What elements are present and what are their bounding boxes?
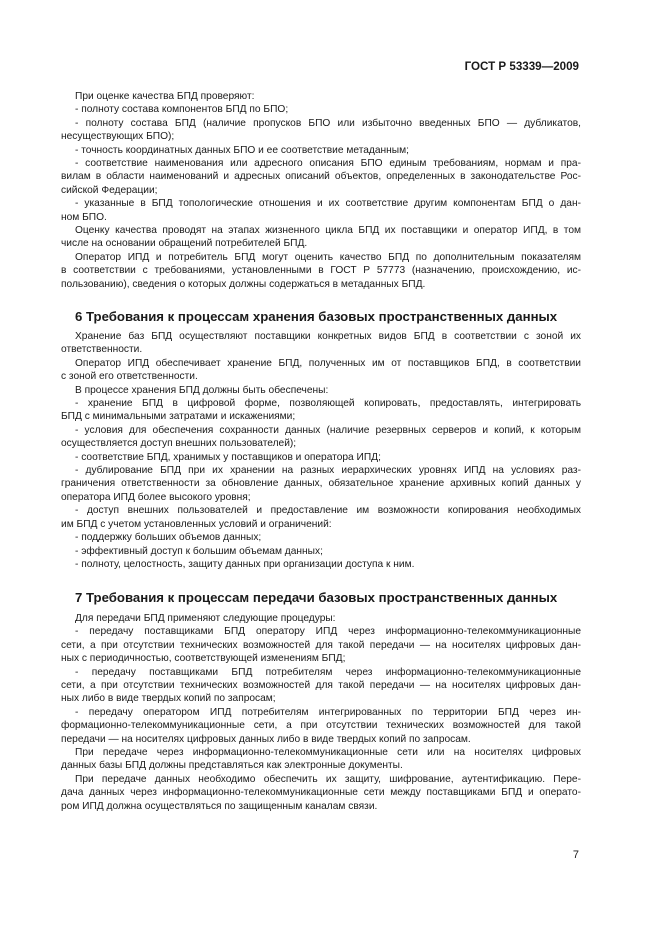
text-line: с зоной его ответственности. — [61, 371, 198, 383]
text-line: оператора ИПД более высокого уровня; — [61, 491, 251, 503]
text-line: ром ИПД должна осуществляться по защищенным каналам связи. — [61, 800, 378, 812]
text-line: При оценке качества БПД проверяют: — [75, 91, 255, 102]
text-line: дача данных через информационно-телекоммуникационные сети между поставщиками БПД и операто- — [61, 787, 581, 799]
text-line: - дублирование БПД при их хранении на разных иерархических уровнях ИПД на условиях раз- — [75, 465, 581, 477]
text-line: - поддержку больших объемов данных; — [75, 532, 262, 544]
text-line: данных базы БПД должны представляться как электронные документы. — [61, 760, 403, 772]
text-line: Оператор ИПД обеспечивает хранение БПД, полученных им от поставщиков БПД, в соответствии — [75, 357, 581, 369]
page-number: 7 — [572, 849, 579, 861]
text-line: - хранение БПД в цифровой форме, позволяющей копировать, предоставлять, интегрировать — [75, 398, 581, 410]
text-line: При передаче данных необходимо обеспечить их защиту, шифрование, аутентификацию. Пере- — [75, 773, 581, 785]
text-line: - полноту состава БПД (наличие пропусков БПО или избыточно введенных БПО — дубликатов, — [75, 117, 581, 129]
text-line: - точность координатных данных БПО и ее соответствие метаданным; — [75, 144, 409, 156]
text-line: ном БПО. — [61, 211, 107, 223]
text-line: - передачу оператором ИПД потребителям интегрированных по территории БПД через ин- — [75, 706, 581, 718]
intro-section — [61, 90, 581, 291]
text-line: - передачу поставщиками БПД оператору ИПД через информационно-телекоммуникационные — [75, 626, 581, 638]
text-line: граничения ответственности за обновление данных, обязательное хранение архивных копий данных у — [61, 478, 581, 490]
text-line: В процессе хранения БПД должны быть обеспечены: — [75, 384, 329, 396]
text-line: Оценку качества проводят на этапах жизненного цикла БПД их поставщики и оператор ИПД, в том — [75, 225, 581, 237]
text-line: БПД с минимальными затратами и искажениями; — [61, 411, 296, 423]
text-line: - соответствие БПД, хранимых у поставщиков и оператора ИПД; — [75, 451, 381, 463]
section-7-body — [61, 612, 581, 813]
text-line: - условия для обеспечения сохранности данных (наличие резервных серверов и копий, к которым — [75, 424, 581, 436]
text-line: сети, а при отсутствии технических возможностей для такой передачи — на носителях цифровых дан- — [61, 639, 581, 651]
text-line: осуществляется доступ внешних пользователей); — [61, 438, 297, 450]
text-line: вилам в области наименований и адресных описаний объектов, определенных в законодательстве Рос- — [61, 171, 581, 183]
page-header: ГОСТ Р 53339—2009 — [464, 60, 579, 73]
text-line: - полноту, целостность, защиту данных при организации доступа к ним. — [75, 558, 415, 570]
section-7-heading: 7 Требования к процессам передачи базовых пространственных данных — [75, 590, 558, 605]
text-line: - полноту состава компонентов БПД по БПО; — [75, 104, 289, 116]
text-line: пользованию), сведения о которых должны содержаться в метаданных БПД. — [61, 278, 426, 290]
text-line: - эффективный доступ к большим объемам данных; — [75, 545, 323, 557]
text-line: формационно-телекоммуникационные сети, а при отсутствии технических возможностей для такой — [61, 720, 581, 732]
text-line: Оператор ИПД и потребитель БПД могут оценить качество БПД по дополнительным показателям — [75, 251, 581, 263]
text-line: сети, а при отсутствии технических возможностей для такой передачи — на носителях цифровых дан- — [61, 680, 581, 692]
section-6-heading: 6 Требования к процессам хранения базовых пространственных данных — [75, 309, 558, 324]
text-line: сийской Федерации; — [61, 184, 158, 196]
text-line: При передаче через информационно-телекоммуникационные сети или на носителях цифровых — [75, 747, 581, 759]
text-line: - соответствие наименования или адресного описания БПО единым требованиям, нормам и пра- — [75, 158, 581, 170]
text-line: Хранение баз БПД осуществляют поставщики конкретных видов БПД в соответствии с зоной их — [75, 331, 581, 342]
text-line: ных либо в виде твердых копий по запросам; — [61, 693, 276, 705]
text-line: - передачу поставщиками БПД потребителям через информационно-телекоммуникационные — [75, 666, 581, 678]
section-6-body — [61, 330, 581, 571]
text-line: Для передачи БПД применяют следующие процедуры: — [75, 613, 336, 624]
text-line: в соответствии с требованиями, установленными в ГОСТ Р 57773 (назначению, происхождению, ис- — [61, 265, 581, 277]
text-line: передачи — на носителях цифровых данных либо в виде твердых копий по запросам. — [61, 733, 471, 745]
text-line: ответственности. — [61, 344, 143, 356]
text-line: числе на основании обращений потребителей БПД. — [61, 238, 308, 250]
text-line: им БПД с учетом установленных условий и ограничений: — [61, 518, 332, 530]
text-line: - доступ внешних пользователей и предоставление им возможности копирования необходимых — [75, 505, 581, 517]
text-line: ных с периодичностью, соответствующей изменениям БПД; — [61, 653, 346, 665]
text-line: - указанные в БПД топологические отношения и их соответствие другим компонентам БПД о дан- — [75, 198, 581, 210]
text-line: несуществующих БПО); — [61, 131, 175, 143]
